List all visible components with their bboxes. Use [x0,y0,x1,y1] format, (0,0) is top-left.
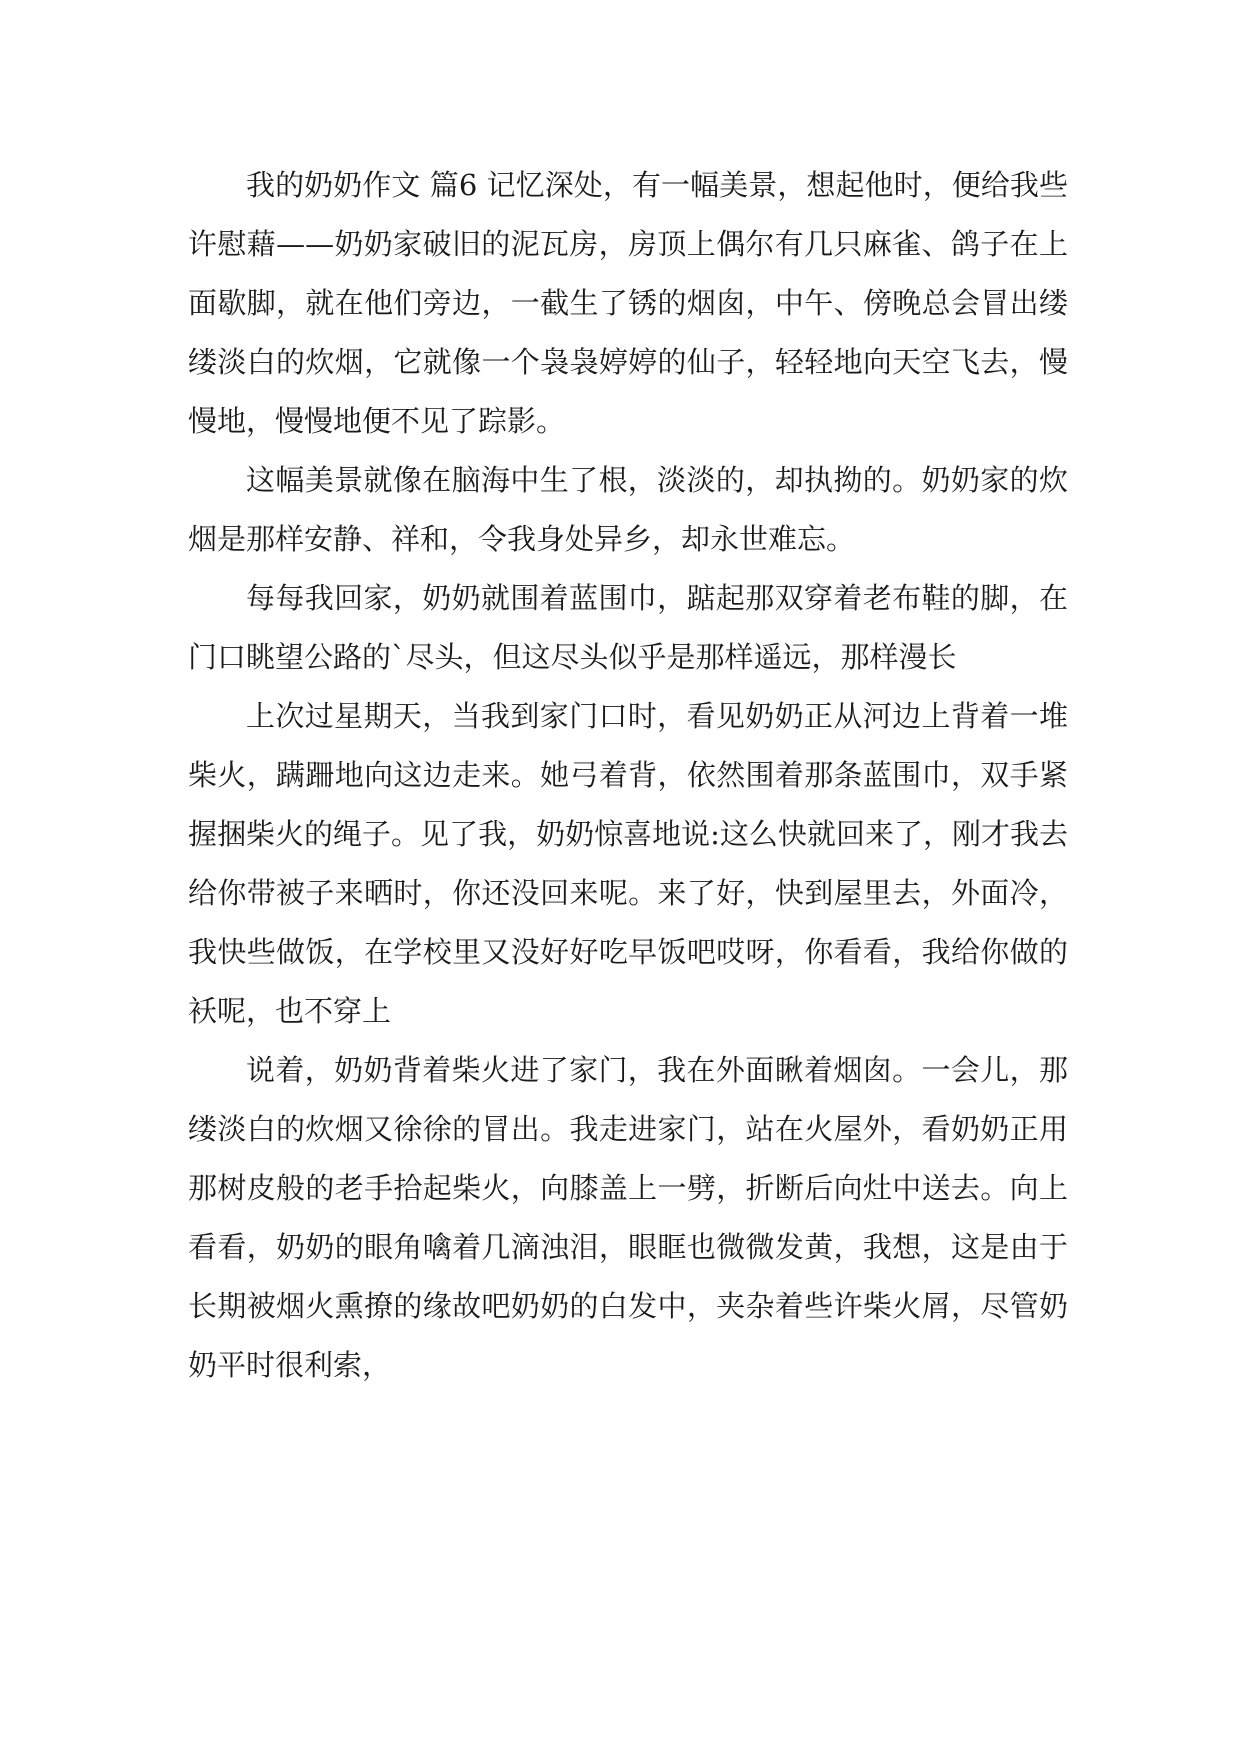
paragraph-1: 我的奶奶作文 篇6 记忆深处，有一幅美景，想起他时，便给我些许慰藉——奶奶家破旧的泥瓦房，房顶上偶尔有几只麻雀、鸽子在上面歇脚，就在他们旁边，一截生了锈的烟囱，中午、傍晚总会冒出缕缕淡白的炊烟，它就像一个袅袅婷婷的仙子，轻轻地向天空飞去，慢慢地，慢慢地便不见了踪影。 [188,168,1068,438]
paragraph-2: 这幅美景就像在脑海中生了根，淡淡的，却执拗的。奶奶家的炊烟是那样安静、祥和，令我身处异乡，却永世难忘。 [188,463,1068,556]
paragraph-3: 每每我回家，奶奶就围着蓝围巾，踮起那双穿着老布鞋的脚，在门口眺望公路的`尽头，但这尽头似乎是那样遥远，那样漫长 [188,581,1068,674]
paragraph-5: 说着，奶奶背着柴火进了家门，我在外面瞅着烟囱。一会儿，那缕淡白的炊烟又徐徐的冒出。我走进家门，站在火屋外，看奶奶正用那树皮般的老手拾起柴火，向膝盖上一劈，折断后向灶中送去。向上看看，奶奶的眼角噙着几滴浊泪，眼眶也微微发黄，我想，这是由于长期被烟火熏撩的缘故吧奶奶的白发中，夹杂着些许柴火屑，尽管奶奶平时很利索， [188,1053,1068,1382]
paragraph-4: 上次过星期天，当我到家门口时，看见奶奶正从河边上背着一堆柴火，蹒跚地向这边走来。她弓着背，依然围着那条蓝围巾，双手紧握捆柴火的绳子。见了我，奶奶惊喜地说:这么快就回来了，刚才我去给你带被子来晒时，你还没回来呢。来了好，快到屋里去，外面冷，我快些做饭，在学校里又没好好吃早饭吧哎呀，你看看，我给你做的袄呢，也不穿上 [188,699,1068,1028]
essay-body [188,156,1068,1395]
